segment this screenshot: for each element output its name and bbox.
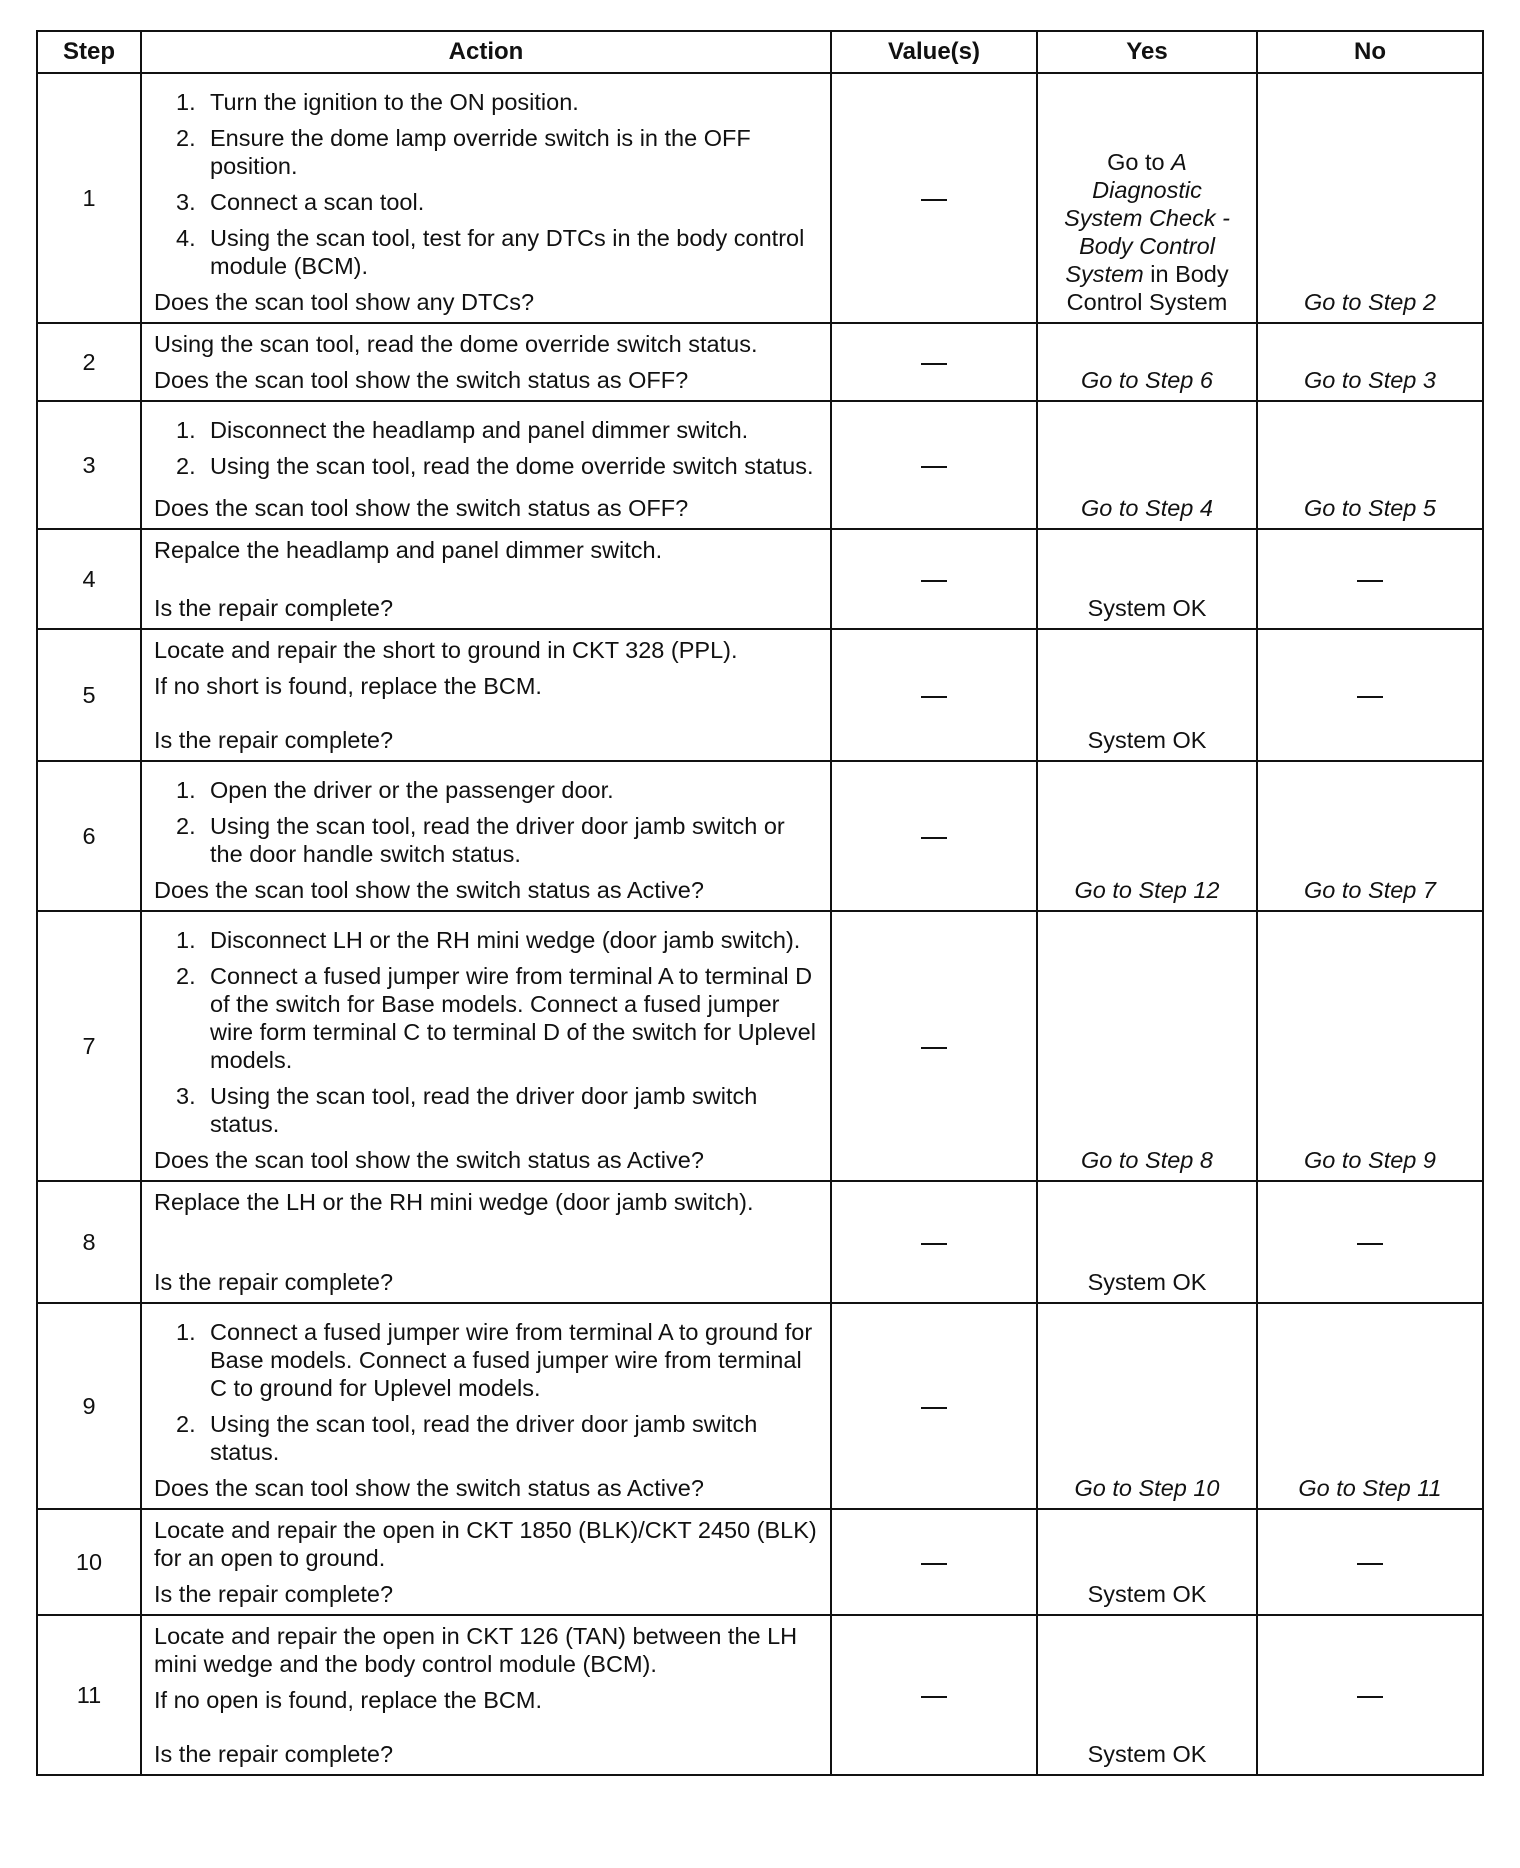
step-number: 6 bbox=[37, 761, 141, 911]
yes-action-text bbox=[1042, 148, 1252, 316]
action-step-text: Ensure the dome lamp override switch is in the OFF position. bbox=[210, 125, 751, 179]
values-dash bbox=[921, 1407, 947, 1409]
action-step-number: 2. bbox=[176, 453, 196, 479]
yes-cell bbox=[1037, 1615, 1257, 1775]
action-cell bbox=[141, 629, 831, 761]
values-dash bbox=[921, 696, 947, 698]
action-cell bbox=[141, 1303, 831, 1509]
no-cell bbox=[1257, 323, 1483, 401]
no-goto-step: Go to Step 11 bbox=[1298, 1475, 1442, 1501]
step-number: 11 bbox=[37, 1615, 141, 1775]
no-cell bbox=[1257, 1615, 1483, 1775]
action-instructions bbox=[154, 1622, 822, 1714]
action-step-number: 1. bbox=[176, 89, 196, 115]
step-number: 3 bbox=[37, 401, 141, 529]
no-cell bbox=[1257, 73, 1483, 323]
yes-cell bbox=[1037, 629, 1257, 761]
values-cell bbox=[831, 529, 1037, 629]
values-dash bbox=[921, 580, 947, 582]
yes-cell bbox=[1037, 529, 1257, 629]
no-cell bbox=[1257, 629, 1483, 761]
action-step-number: 1. bbox=[176, 777, 196, 803]
action-step-text: Connect a fused jumper wire from terminal A to ground for Base models. Connect a fused jumper wire from terminal C to ground for Uplevel models. bbox=[210, 1319, 813, 1401]
step-number: 2 bbox=[37, 323, 141, 401]
yes-result: System OK bbox=[1087, 1741, 1207, 1767]
yes-cell bbox=[1037, 401, 1257, 529]
no-cell bbox=[1257, 529, 1483, 629]
action-content bbox=[154, 1516, 822, 1608]
action-instructions bbox=[154, 926, 822, 1138]
no-dash bbox=[1357, 580, 1383, 582]
action-content bbox=[154, 330, 822, 394]
yes-goto-step: Go to Step 8 bbox=[1081, 1147, 1213, 1173]
action-question: Is the repair complete? bbox=[154, 595, 394, 621]
table-row bbox=[37, 1181, 1483, 1303]
action-question: Does the scan tool show any DTCs? bbox=[154, 289, 535, 315]
action-instructions bbox=[154, 330, 822, 358]
values-dash bbox=[921, 1243, 947, 1245]
table-row bbox=[37, 1615, 1483, 1775]
values-cell bbox=[831, 1181, 1037, 1303]
action-instructions bbox=[154, 416, 822, 480]
action-step-number: 4. bbox=[176, 225, 196, 251]
yes-cell bbox=[1037, 1303, 1257, 1509]
header-values: Value(s) bbox=[831, 31, 1037, 73]
action-step-item bbox=[154, 416, 822, 444]
no-dash bbox=[1357, 1563, 1383, 1565]
action-instructions bbox=[154, 88, 822, 280]
action-paragraph: Locate and repair the short to ground in CKT 328 (PPL). bbox=[154, 637, 738, 663]
action-cell bbox=[141, 323, 831, 401]
action-step-text: Using the scan tool, test for any DTCs in the body control module (BCM). bbox=[210, 225, 805, 279]
table-body bbox=[37, 73, 1483, 1775]
no-dash bbox=[1357, 1696, 1383, 1698]
action-step-number: 2. bbox=[176, 813, 196, 839]
action-instructions bbox=[154, 636, 822, 700]
action-cell bbox=[141, 1615, 831, 1775]
action-step-item bbox=[154, 776, 822, 804]
values-cell bbox=[831, 73, 1037, 323]
no-cell bbox=[1257, 761, 1483, 911]
action-content bbox=[154, 1622, 822, 1768]
values-cell bbox=[831, 911, 1037, 1181]
step-number: 5 bbox=[37, 629, 141, 761]
action-cell bbox=[141, 73, 831, 323]
action-paragraph: If no short is found, replace the BCM. bbox=[154, 673, 542, 699]
yes-result: System OK bbox=[1087, 1269, 1207, 1295]
action-step-text: Disconnect LH or the RH mini wedge (door jamb switch). bbox=[210, 927, 801, 953]
values-cell bbox=[831, 1615, 1037, 1775]
action-step-item bbox=[154, 88, 822, 116]
no-goto-step: Go to Step 9 bbox=[1304, 1147, 1436, 1173]
action-paragraph: Locate and repair the open in CKT 126 (TAN) between the LH mini wedge and the body control module (BCM). bbox=[154, 1623, 798, 1677]
diagnostic-table-sheet bbox=[36, 30, 1484, 1776]
yes-goto-step: Go to Step 6 bbox=[1081, 367, 1213, 393]
step-number: 1 bbox=[37, 73, 141, 323]
no-goto-step: Go to Step 5 bbox=[1304, 495, 1436, 521]
action-cell bbox=[141, 761, 831, 911]
action-step-item bbox=[154, 962, 822, 1074]
action-step-text: Using the scan tool, read the driver door jamb switch status. bbox=[210, 1083, 758, 1137]
action-cell bbox=[141, 1509, 831, 1615]
action-paragraph: Repalce the headlamp and panel dimmer switch. bbox=[154, 537, 663, 563]
yes-goto-step: Go to Step 4 bbox=[1081, 495, 1213, 521]
step-number: 4 bbox=[37, 529, 141, 629]
action-question: Is the repair complete? bbox=[154, 727, 394, 753]
action-step-list bbox=[154, 926, 822, 1138]
yes-goto-step: Go to Step 10 bbox=[1074, 1475, 1220, 1501]
action-cell bbox=[141, 911, 831, 1181]
values-cell bbox=[831, 323, 1037, 401]
values-dash bbox=[921, 1563, 947, 1565]
step-number: 9 bbox=[37, 1303, 141, 1509]
action-question: Is the repair complete? bbox=[154, 1741, 394, 1767]
values-dash bbox=[921, 363, 947, 365]
step-number: 7 bbox=[37, 911, 141, 1181]
table-row bbox=[37, 629, 1483, 761]
no-goto-step: Go to Step 7 bbox=[1304, 877, 1436, 903]
action-question: Does the scan tool show the switch status as Active? bbox=[154, 1475, 704, 1501]
action-content bbox=[154, 88, 822, 316]
step-number: 8 bbox=[37, 1181, 141, 1303]
action-step-item bbox=[154, 1410, 822, 1466]
action-question: Does the scan tool show the switch status as Active? bbox=[154, 877, 704, 903]
header-step: Step bbox=[37, 31, 141, 73]
values-cell bbox=[831, 629, 1037, 761]
action-question: Is the repair complete? bbox=[154, 1269, 394, 1295]
action-step-text: Disconnect the headlamp and panel dimmer switch. bbox=[210, 417, 749, 443]
action-instructions bbox=[154, 776, 822, 868]
diagnostic-table bbox=[36, 30, 1484, 1776]
yes-cell bbox=[1037, 1509, 1257, 1615]
yes-cell bbox=[1037, 73, 1257, 323]
table-row bbox=[37, 401, 1483, 529]
table-row bbox=[37, 761, 1483, 911]
no-goto-step: Go to Step 3 bbox=[1304, 367, 1436, 393]
yes-text-part: in Body Control System bbox=[1066, 261, 1229, 315]
no-dash bbox=[1357, 1243, 1383, 1245]
action-content bbox=[154, 416, 822, 522]
action-instructions bbox=[154, 1516, 822, 1572]
action-cell bbox=[141, 1181, 831, 1303]
action-content bbox=[154, 926, 822, 1174]
values-dash bbox=[921, 199, 947, 201]
values-cell bbox=[831, 401, 1037, 529]
action-content bbox=[154, 1188, 822, 1296]
action-question: Does the scan tool show the switch status as OFF? bbox=[154, 495, 689, 521]
values-dash bbox=[921, 837, 947, 839]
action-step-number: 2. bbox=[176, 963, 196, 989]
yes-cell bbox=[1037, 323, 1257, 401]
action-step-list bbox=[154, 88, 822, 280]
yes-cell bbox=[1037, 1181, 1257, 1303]
yes-text-reference: A Diagnostic System Check - Body Control System bbox=[1064, 149, 1230, 287]
no-dash bbox=[1357, 696, 1383, 698]
action-step-list bbox=[154, 416, 822, 480]
action-step-text: Using the scan tool, read the dome override switch status. bbox=[210, 453, 814, 479]
action-step-item bbox=[154, 812, 822, 868]
action-content bbox=[154, 536, 822, 622]
table-header-row bbox=[37, 31, 1483, 73]
action-step-item bbox=[154, 1318, 822, 1402]
action-step-number: 1. bbox=[176, 1319, 196, 1345]
no-cell bbox=[1257, 1303, 1483, 1509]
yes-result: System OK bbox=[1087, 595, 1207, 621]
yes-cell bbox=[1037, 761, 1257, 911]
action-content bbox=[154, 776, 822, 904]
header-action: Action bbox=[141, 31, 831, 73]
yes-text-part: Go to bbox=[1107, 149, 1172, 175]
action-question: Is the repair complete? bbox=[154, 1581, 394, 1607]
no-cell bbox=[1257, 401, 1483, 529]
values-dash bbox=[921, 466, 947, 468]
action-step-item bbox=[154, 224, 822, 280]
action-step-number: 1. bbox=[176, 927, 196, 953]
values-cell bbox=[831, 1303, 1037, 1509]
action-step-item bbox=[154, 452, 822, 480]
no-cell bbox=[1257, 1509, 1483, 1615]
yes-cell bbox=[1037, 911, 1257, 1181]
action-step-list bbox=[154, 1318, 822, 1466]
header-yes: Yes bbox=[1037, 31, 1257, 73]
action-step-item bbox=[154, 124, 822, 180]
step-number: 10 bbox=[37, 1509, 141, 1615]
values-cell bbox=[831, 1509, 1037, 1615]
action-instructions bbox=[154, 1188, 822, 1216]
table-row bbox=[37, 529, 1483, 629]
action-step-text: Using the scan tool, read the driver door jamb switch or the door handle switch status. bbox=[210, 813, 785, 867]
yes-result: System OK bbox=[1087, 1581, 1207, 1607]
header-no: No bbox=[1257, 31, 1483, 73]
action-step-number: 1. bbox=[176, 417, 196, 443]
action-question: Does the scan tool show the switch status as Active? bbox=[154, 1147, 704, 1173]
action-paragraph: Using the scan tool, read the dome override switch status. bbox=[154, 331, 758, 357]
action-instructions bbox=[154, 1318, 822, 1466]
action-cell bbox=[141, 401, 831, 529]
action-step-list bbox=[154, 776, 822, 868]
yes-goto-step: Go to Step 12 bbox=[1074, 877, 1220, 903]
action-step-text: Turn the ignition to the ON position. bbox=[210, 89, 579, 115]
action-step-item bbox=[154, 926, 822, 954]
action-cell bbox=[141, 529, 831, 629]
yes-result: System OK bbox=[1087, 727, 1207, 753]
action-instructions bbox=[154, 536, 822, 564]
no-goto-step: Go to Step 2 bbox=[1304, 289, 1436, 315]
action-paragraph: Replace the LH or the RH mini wedge (door jamb switch). bbox=[154, 1189, 754, 1215]
action-step-number: 2. bbox=[176, 125, 196, 151]
values-cell bbox=[831, 761, 1037, 911]
action-step-number: 3. bbox=[176, 1083, 196, 1109]
action-paragraph: Locate and repair the open in CKT 1850 (BLK)/CKT 2450 (BLK) for an open to ground. bbox=[154, 1517, 817, 1571]
table-row bbox=[37, 323, 1483, 401]
action-step-text: Open the driver or the passenger door. bbox=[210, 777, 614, 803]
action-step-item bbox=[154, 1082, 822, 1138]
action-step-text: Connect a scan tool. bbox=[210, 189, 425, 215]
no-cell bbox=[1257, 1181, 1483, 1303]
action-step-text: Connect a fused jumper wire from terminal A to terminal D of the switch for Base models. Connect a fused jumper wire form terminal C to terminal D of the switch for Uplevel models. bbox=[210, 963, 816, 1073]
action-step-number: 3. bbox=[176, 189, 196, 215]
table-row bbox=[37, 1509, 1483, 1615]
action-question: Does the scan tool show the switch status as OFF? bbox=[154, 367, 689, 393]
action-content bbox=[154, 636, 822, 754]
table-row bbox=[37, 1303, 1483, 1509]
table-row bbox=[37, 911, 1483, 1181]
action-step-number: 2. bbox=[176, 1411, 196, 1437]
action-step-item bbox=[154, 188, 822, 216]
action-content bbox=[154, 1318, 822, 1502]
action-step-text: Using the scan tool, read the driver door jamb switch status. bbox=[210, 1411, 758, 1465]
no-cell bbox=[1257, 911, 1483, 1181]
action-paragraph: If no open is found, replace the BCM. bbox=[154, 1687, 542, 1713]
values-dash bbox=[921, 1696, 947, 1698]
table-row bbox=[37, 73, 1483, 323]
values-dash bbox=[921, 1047, 947, 1049]
